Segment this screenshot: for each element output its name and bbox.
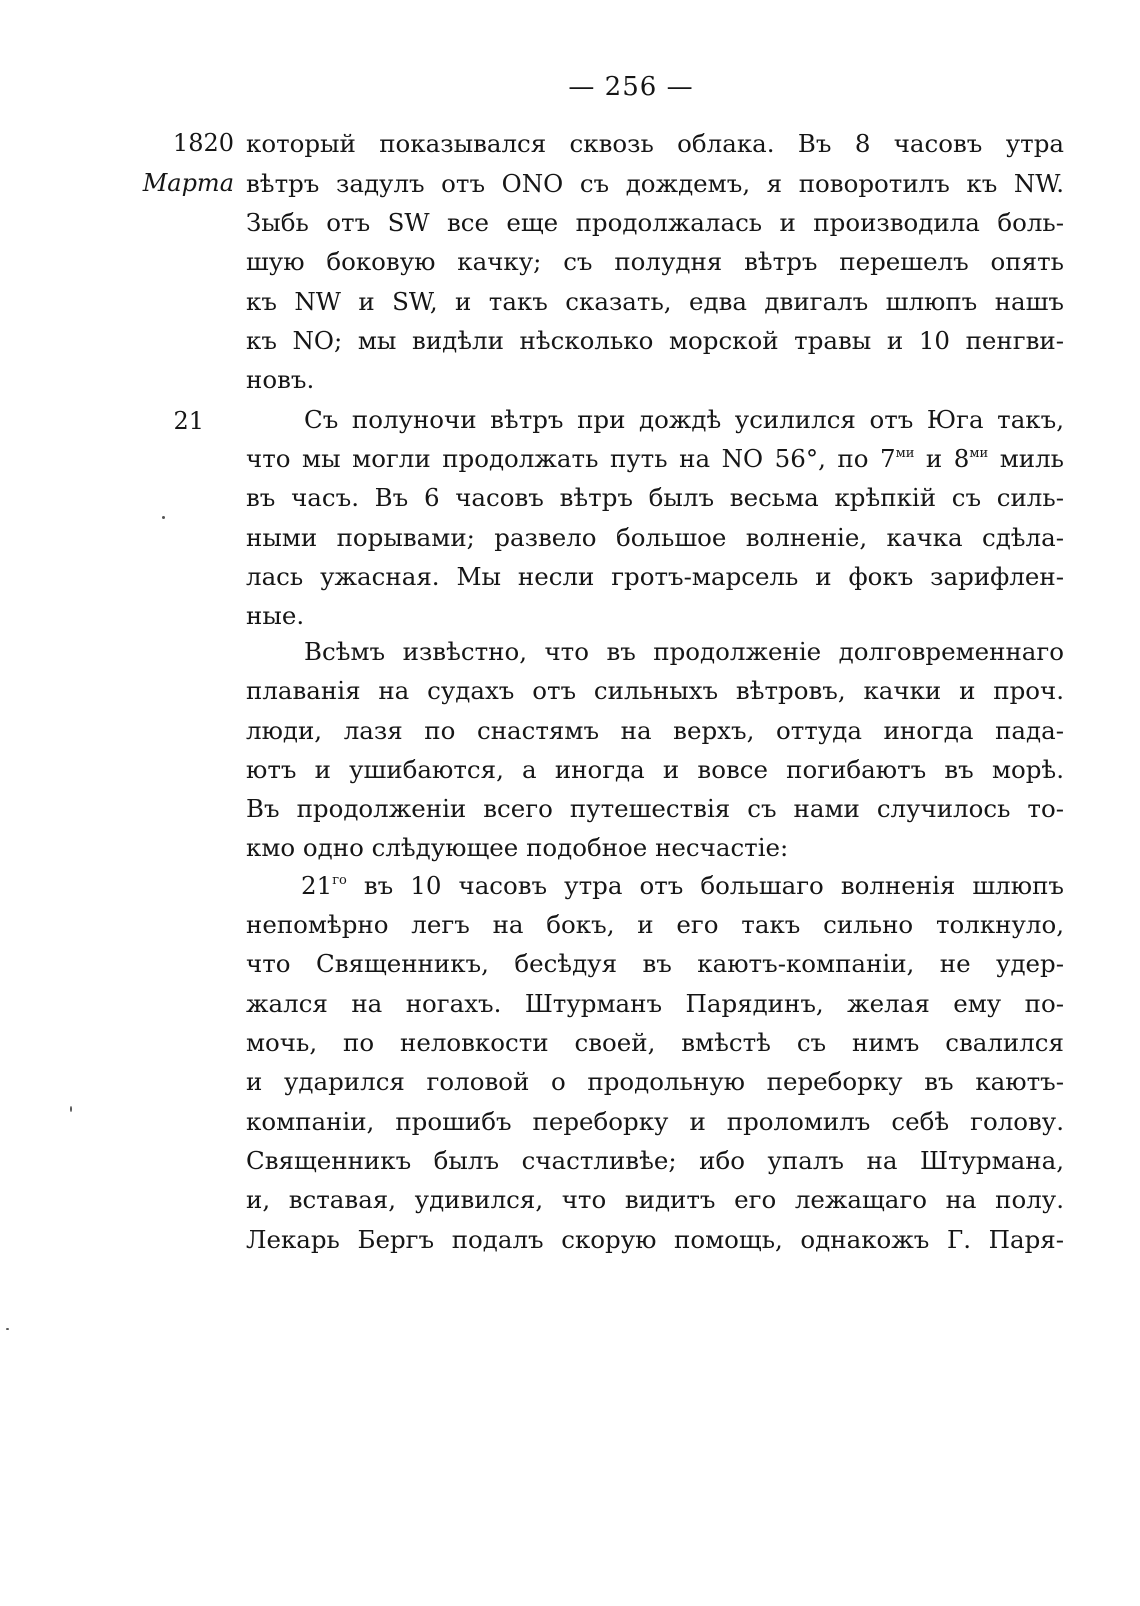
text-line: въ часъ. Въ 6 часовъ вѣтръ былъ весьма крѣпкій съ силь- xyxy=(246,483,1064,512)
text-line: Въ продолженіи всего путешествія съ нами случилось то- xyxy=(246,794,1064,823)
text-line: люди, лазя по снастямъ на верхъ, оттуда иногда пада- xyxy=(246,716,1064,745)
margin-day: 21 xyxy=(173,407,204,435)
text-line: компаніи, прошибъ переборку и проломилъ себѣ голову. xyxy=(246,1107,1064,1136)
text-line: шую боковую качку; съ полудня вѣтръ перешелъ опять xyxy=(246,247,1064,276)
text-line: Зыбь отъ SW все еще продолжалась и производила боль- xyxy=(246,208,1064,237)
text-line: непомѣрно легъ на бокъ, и его такъ сильно толкнуло, xyxy=(246,910,1064,939)
text-line: мочь, по неловкости своей, вмѣстѣ съ нимъ свалился xyxy=(246,1028,1064,1057)
text-line: новъ. xyxy=(246,365,315,394)
text-line: что мы могли продолжать путь на NO 56°, по $7^{ми}$ и $8^{ми}$ миль xyxy=(246,444,1064,473)
text-line: $21^{го}$ въ 10 часовъ утра отъ большаго волненія шлюпъ xyxy=(301,871,1064,900)
margin-year: 1820 xyxy=(172,129,234,157)
text-line: и ударился головой о продольную переборку въ каютъ- xyxy=(246,1067,1064,1096)
text-line: ными порывами; развело большое волненіе, качка сдѣла- xyxy=(246,523,1064,552)
text-line: Священникъ былъ счастливѣе; ибо упалъ на Штурмана, xyxy=(246,1146,1064,1175)
text-line: Съ полуночи вѣтръ при дождѣ усилился отъ Юга такъ, xyxy=(304,405,1064,434)
text-line: который показывался сквозь облака. Въ 8 часовъ утра xyxy=(246,129,1064,158)
text-line: кмо одно слѣдующее подобное несчастіе: xyxy=(246,833,789,862)
page-number: — 256 — xyxy=(568,72,694,102)
scan-speck xyxy=(70,1106,72,1112)
scan-speck xyxy=(6,1328,9,1330)
text-line: къ NO; мы видѣли нѣсколько морской травы и 10 пенгви- xyxy=(246,326,1064,355)
text-line: Всѣмъ извѣстно, что въ продолженіе долговременнаго xyxy=(304,637,1064,666)
text-line: жался на ногахъ. Штурманъ Парядинъ, желая ему по- xyxy=(246,989,1064,1018)
text-line: ные. xyxy=(246,601,305,630)
text-line: ютъ и ушибаются, а иногда и вовсе погибаютъ въ морѣ. xyxy=(246,755,1064,784)
scan-speck xyxy=(162,516,165,519)
text-line: Лекарь Бергъ подалъ скорую помощь, однакожъ Г. Паря- xyxy=(246,1225,1064,1254)
text-line: что Священникъ, бесѣдуя въ каютъ-компаніи, не удер- xyxy=(246,949,1064,978)
text-line: и, вставая, удивился, что видитъ его лежащаго на полу. xyxy=(246,1185,1064,1214)
text-line: плаванія на судахъ отъ сильныхъ вѣтровъ, качки и проч. xyxy=(246,676,1064,705)
text-line: вѣтръ задулъ отъ ONO съ дождемъ, я поворотилъ къ NW. xyxy=(246,169,1064,198)
text-line: къ NW и SW, и такъ сказать, едва двигалъ шлюпъ нашъ xyxy=(246,287,1064,316)
text-line: лась ужасная. Мы несли гротъ-марсель и фокъ зарифлен- xyxy=(246,562,1064,591)
margin-month: Марта xyxy=(142,169,234,197)
